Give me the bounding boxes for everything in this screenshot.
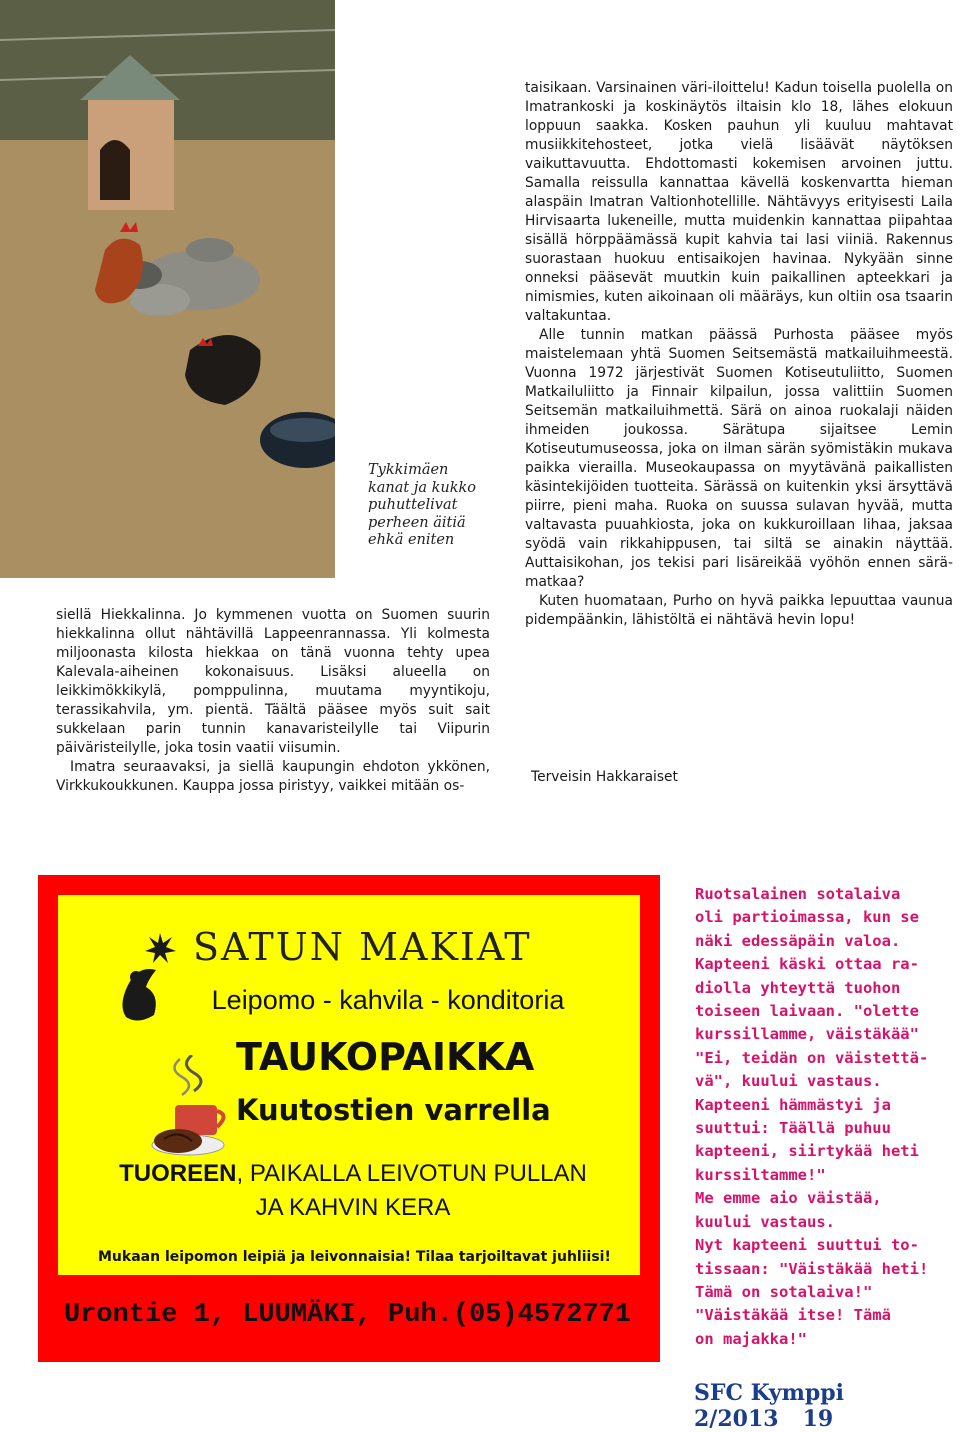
ad-subtitle: Leipomo - kahvila - konditoria [211, 985, 565, 1015]
ad-offer-bold: TUOREEN [119, 1160, 237, 1187]
caption-line: kanat ja kukko [368, 479, 477, 496]
story-line: toiseen laivaan. "olette [695, 1002, 919, 1021]
joke-story [695, 883, 957, 1351]
story-line: "Ei, teidän on väistettä- [695, 1048, 929, 1067]
article-left-column [56, 606, 490, 796]
ad-offer-line [98, 1157, 608, 1191]
magazine-name: SFC Kymppi 2/2013 [694, 1380, 844, 1432]
page-number: 19 [802, 1406, 834, 1432]
story-line: "Väistäkää itse! Tämä [695, 1306, 891, 1325]
caption-line: puhuttelivat [368, 497, 458, 513]
story-line: kapteeni, siirtykää heti [695, 1142, 919, 1161]
ad-logo-title: SATUN MAKIAT [193, 925, 532, 969]
bakery-advertisement [38, 875, 660, 1362]
photo-hens [0, 0, 335, 578]
ad-offer-line-2: JA KAHVIN KERA [255, 1194, 451, 1221]
story-line: kuului vastaus. [695, 1212, 835, 1231]
story-line: oli partioimassa, kun se [695, 908, 919, 927]
story-line: diolla yhteyttä tuohon [695, 978, 901, 997]
ad-offer [98, 1157, 608, 1225]
paragraph: Imatra seuraavaksi, ja siellä kaupungin ehdoton ykkönen, Virkkukoukkunen. Kauppa jossa piristyy, vaikkei mitään os- [56, 759, 490, 794]
paragraph: Kuten huomataan, Purho on hyvä paikka lepuuttaa vaunua pidempäänkin, lähistöltä ei nähtävä hevin lopu! [525, 593, 953, 628]
story-line: vä", kuului vastaus. [695, 1072, 882, 1091]
ad-note: Mukaan leipomon leipiä ja leivonnaisia! Tilaa tarjoiltavat juhliisi! [98, 1249, 611, 1265]
article-right-column [525, 79, 953, 630]
ad-offer-rest: , PAIKALLA LEIVOTUN PULLAN [236, 1160, 587, 1187]
paragraph: Alle tunnin matkan päässä Purhosta pääsee myös maistelemaan yhtä Suomen Seitsemästä matkailuihmeestä. Vuonna 1972 järjestivät Suomen Kotiseutuliitto, Suomen Matkailuliitto ja Finnair kilpailun, jossa valittiin Suomen Seitsemän matkailuihmettä. Särä on ainoa ruokalaji näiden ihmeiden joukossa. Särätupa sijaitsee Lemin Kotiseutumuseossa, joka on ilman särän syömistäkin mukava paikka vierailla. Museokaupassa on myytävänä paikallisten käsintekijöiden tuotteita. Särässä on kuitenkin yksi ärsyttävä piirre, pieni maha. Ruoka on suussa sulavan hyvää, mutta valtavasta puuahkiosta, joka on kukkuroillaan lihaa, jaksaa syödä vain rikkahippusen, tai siltä se ainakin näyttää. Auttaisikohan, jos tekisi pari lisäreikää vyöhön ennen särä-matkaa? [525, 327, 953, 590]
signature: Terveisin Hakkaraiset [531, 769, 678, 785]
story-line: Ruotsalainen sotalaiva [695, 885, 901, 903]
coffee-cup-bun-icon [150, 1055, 230, 1165]
ad-yellow-panel [58, 895, 640, 1275]
story-line: suuttui: Täällä puhuu [695, 1119, 891, 1138]
story-line: Kapteeni käski ottaa ra- [695, 955, 919, 974]
ad-headline: TAUKOPAIKKA [236, 1035, 535, 1079]
ad-subheadline: Kuutostien varrella [236, 1093, 551, 1127]
caption-line: perheen äitiä [368, 514, 466, 531]
story-line: on majakka!" [695, 1329, 807, 1348]
page-footer [694, 1380, 960, 1432]
story-line: Tämä on sotalaiva!" [695, 1282, 873, 1301]
paragraph: siellä Hiekkalinna. Jo kymmenen vuotta on Suomen suurin hiekkalinna ollut nähtävillä Lappeenrannassa. Yli kolmesta miljoonasta kilosta hiekkaa on tänä vuonna tehty upea Kalevala-aiheinen kokonaisuus. Lisäksi alueella on leikkimökkikylä, pomppulinna, muutama myyntikoju, terassikahvila, ym. pientä. Täältä pääsee myös suit sait sukkelaan parin tunnin kanavaristeilylle tai Viipurin päiväristeilylle, joka tosin vaatii viisumin. [56, 607, 490, 756]
story-line: Kapteeni hämmästyi ja [695, 1095, 891, 1114]
story-line: kurssiltamme!" [695, 1165, 826, 1184]
figure-with-star-icon [108, 925, 188, 1035]
ad-address: Urontie 1, LUUMÄKI, Puh.(05)4572771 [64, 1300, 632, 1330]
story-line: tissaan: "Väistäkää heti! [695, 1259, 929, 1278]
caption-line: Tykkimäen [368, 462, 449, 478]
hen-house-photo-icon [0, 0, 335, 578]
caption-line: ehkä eniten [368, 532, 455, 548]
story-line: kurssillamme, väistäkää" [695, 1025, 919, 1044]
story-line: Nyt kapteeni suuttui to- [695, 1236, 919, 1255]
story-line: näki edessäpäin valoa. [695, 931, 901, 950]
photo-caption [368, 462, 508, 550]
paragraph: taisikaan. Varsinainen väri-iloittelu! Kadun toisella puolella on Imatrankoski ja koskinäytös iltaisin klo 18, lähes elokuun loppuun saakka. Kosken pauhun yli kuuluu mahtavat musiikkitehosteet, jotka vielä lisäävät näytöksen vaikuttavuutta. Ehdottomasti kokemisen arvoinen juttu. Samalla reissulla kannattaa kävellä koskenvarttа hieman alaspäin Imatran Valtionhotellille. Nähtävyys erityisesti Laila Hirvisaarta lukeneille, mutta muidenkin kannattaa piipahtaa sisällä hörppäämässä kupit kahvia tai lasi viiniä. Rakennus suorastaan huokuu entisaikojen havinaa. Nykyään sinne onneksi pääsevät muutkin kuin paikallinen apteekkari ja nimismies, kuten aikoinaan oli määräys, kun oltiin osa tsaarin valtakuntaa. [525, 80, 953, 324]
story-line: Me emme aio väistää, [695, 1189, 882, 1208]
